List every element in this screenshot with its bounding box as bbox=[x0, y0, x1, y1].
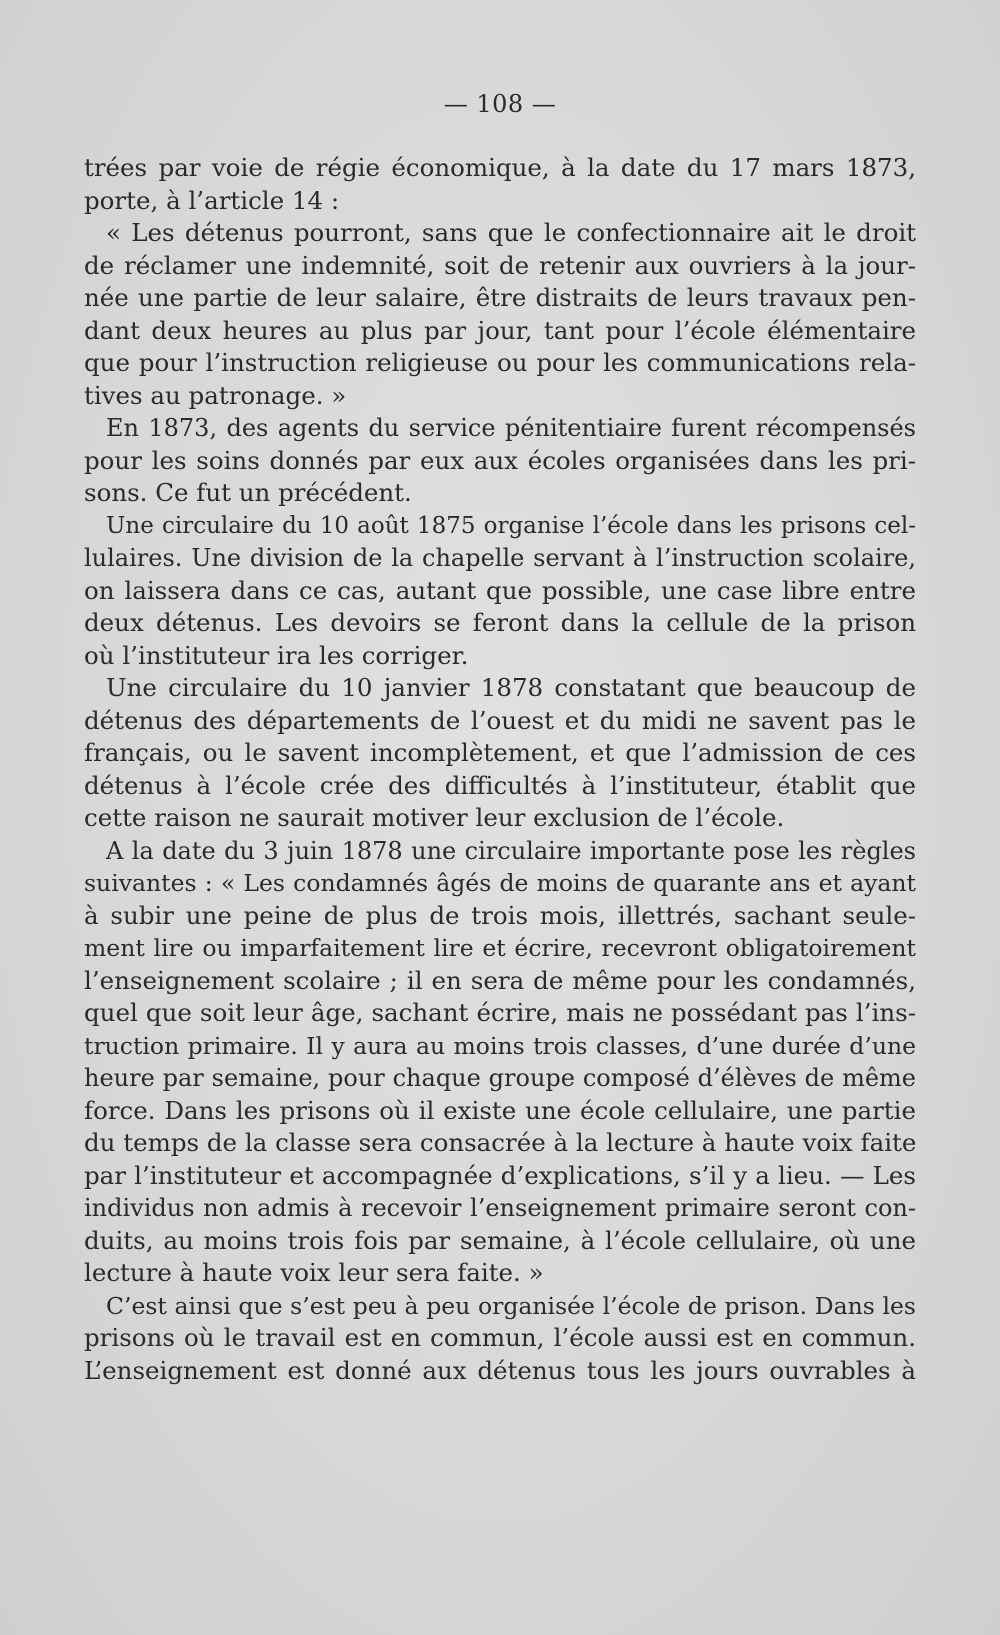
text-line: heure par semaine, pour chaque groupe composé d’élèves de même bbox=[84, 1064, 916, 1092]
text-line: cette raison ne saurait motiver leur exclusion de l’école. bbox=[84, 803, 785, 832]
text-line: prisons où le travail est en commun, l’école aussi est en commun. bbox=[84, 1323, 916, 1352]
text-line: tives au patronage. » bbox=[84, 380, 347, 410]
text-line: L’enseignement est donné aux détenus tous les jours ouvrables à bbox=[84, 1355, 916, 1385]
text-line: individus non admis à recevoir l’enseignement primaire seront con- bbox=[84, 1194, 916, 1222]
text-line: de réclamer une indemnité, soit de retenir aux ouvriers à la jour- bbox=[84, 250, 916, 280]
text-line: A la date du 3 juin 1878 une circulaire importante pose les règles bbox=[106, 836, 916, 865]
text-line: français, ou le savent incomplètement, et que l’admission de ces bbox=[84, 738, 916, 767]
text-line: sons. Ce fut un précédent. bbox=[84, 478, 412, 507]
text-line: née une partie de leur salaire, être distraits de leurs travaux pen- bbox=[84, 283, 916, 312]
text-line: « Les détenus pourront, sans que le confectionnaire ait le droit bbox=[106, 218, 916, 247]
text-line: force. Dans les prisons où il existe une école cellulaire, une partie bbox=[84, 1095, 916, 1125]
text-line: pour les soins donnés par eux aux écoles organisées dans les pri- bbox=[84, 445, 916, 475]
text-line: que pour l’instruction religieuse ou pour les communications rela- bbox=[84, 348, 916, 377]
text-line: lulaires. Une division de la chapelle servant à l’instruction scolaire, bbox=[84, 544, 916, 572]
text-line: quel que soit leur âge, sachant écrire, mais ne possédant pas l’ins- bbox=[84, 998, 916, 1027]
text-line: truction primaire. Il y aura au moins trois classes, d’une durée d’une bbox=[84, 1031, 916, 1060]
page-number: — 108 — bbox=[443, 90, 557, 118]
text-line: détenus à l’école crée des difficultés à l’instituteur, établit que bbox=[84, 770, 916, 800]
text-line: C’est ainsi que s’est peu à peu organisée l’école de prison. Dans les bbox=[106, 1291, 916, 1320]
text-line: deux détenus. Les devoirs se feront dans la cellule de la prison bbox=[84, 608, 916, 637]
text-line: duits, au moins trois fois par semaine, à l’école cellulaire, où une bbox=[84, 1225, 916, 1255]
text-line: lecture à haute voix leur sera faite. » bbox=[84, 1258, 544, 1287]
text-line: En 1873, des agents du service pénitentiaire furent récompensés bbox=[106, 414, 916, 442]
text-line: par l’instituteur et accompagnée d’explications, s’il y a lieu. — Les bbox=[84, 1160, 916, 1190]
text-line: trées par voie de régie économique, à la date du 17 mars 1873, bbox=[84, 153, 916, 182]
text-line: où l’instituteur ira les corriger. bbox=[84, 640, 469, 670]
text-line: à subir une peine de plus de trois mois, illettrés, sachant seule- bbox=[84, 900, 916, 930]
text-line: dant deux heures au plus par jour, tant pour l’école élémentaire bbox=[84, 315, 916, 345]
text-line: du temps de la classe sera consacrée à la lecture à haute voix faite bbox=[84, 1128, 917, 1157]
text-line: détenus des départements de l’ouest et du midi ne savent pas le bbox=[84, 705, 916, 735]
text-line: ment lire ou imparfaitement lire et écrire, recevront obligatoirement bbox=[84, 934, 916, 962]
body-text bbox=[84, 152, 916, 1387]
text-line: Une circulaire du 10 janvier 1878 constatant que beaucoup de bbox=[106, 673, 916, 702]
text-line: porte, à l’article 14 : bbox=[84, 185, 340, 215]
text-line: l’enseignement scolaire ; il en sera de même pour les condamnés, bbox=[84, 965, 916, 995]
text-line: suivantes : « Les condamnés âgés de moins de quarante ans et ayant bbox=[84, 869, 916, 897]
text-line: Une circulaire du 10 août 1875 organise l’école dans les prisons cel- bbox=[106, 512, 916, 539]
text-line: on laissera dans ce cas, autant que possible, une case libre entre bbox=[84, 575, 916, 605]
